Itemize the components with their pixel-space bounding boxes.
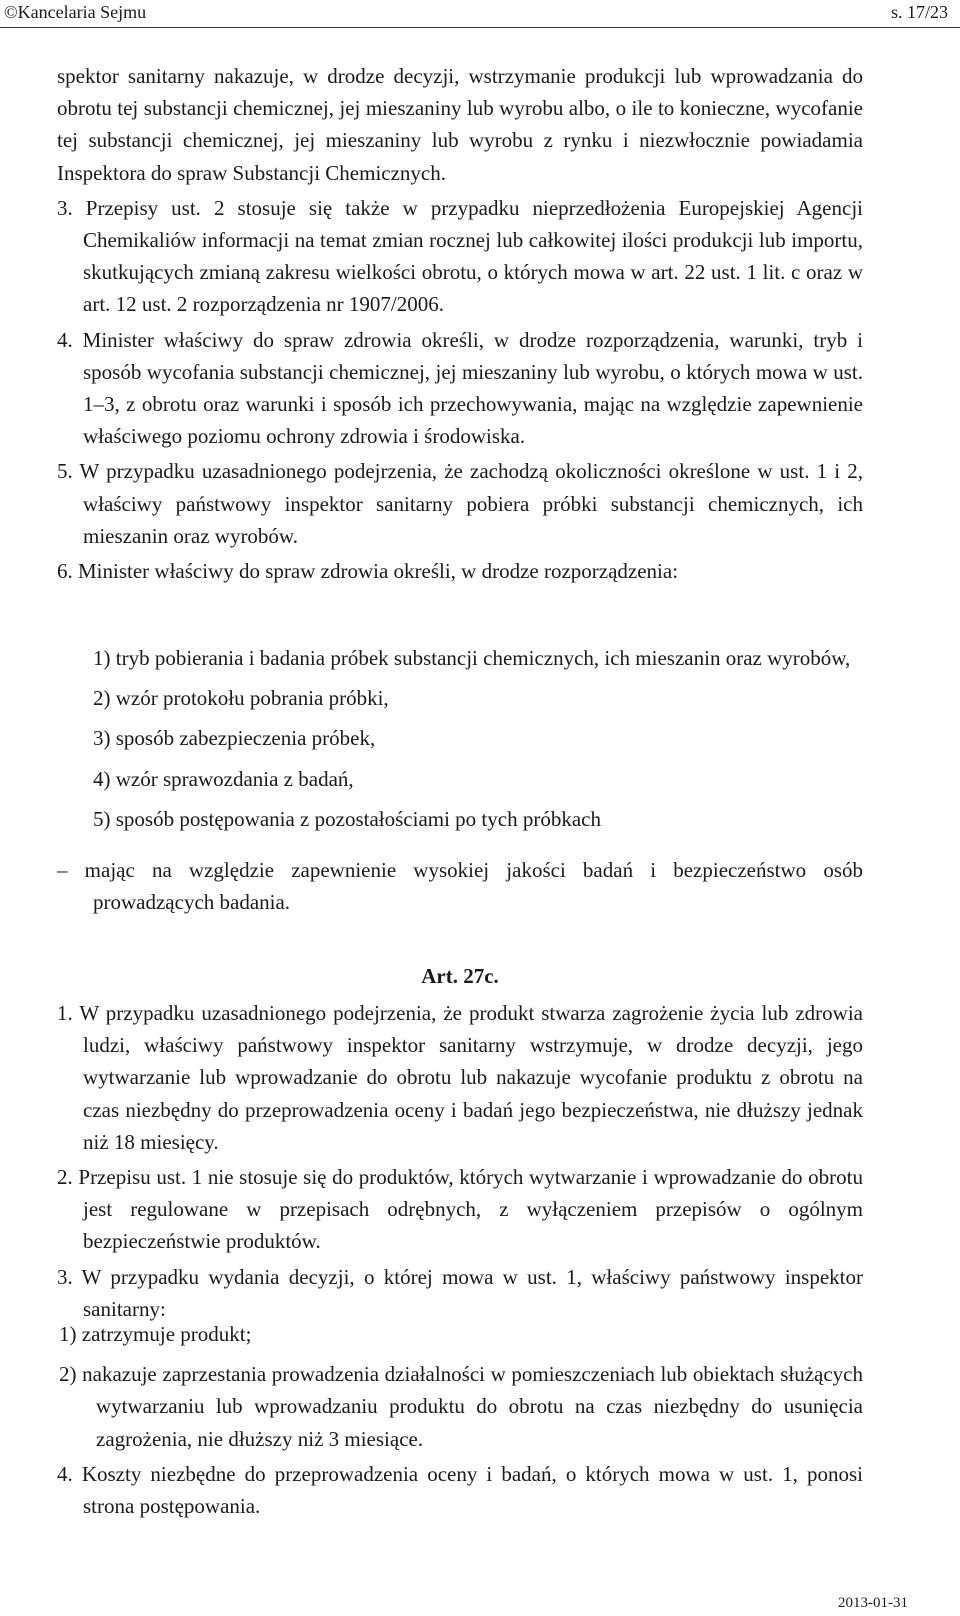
- header-copyright: ©Kancelaria Sejmu: [4, 2, 147, 22]
- footer-date: 2013-01-31: [838, 1595, 908, 1611]
- list-item: 2) wzór protokołu pobrania próbki,: [93, 686, 389, 711]
- list-item: 1) tryb pobierania i badania próbek substancji chemicznych, ich mieszanin oraz wyrobów,: [93, 646, 851, 670]
- header-divider: [0, 27, 960, 28]
- paragraph-continuation: spektor sanitarny nakazuje, w drodze decyzji, wstrzymanie produkcji lub wprowadzania do obrotu tej substancji chemicznej, jej mieszaniny lub wyrobu albo, o ile to konieczne, wycofanie tej substancji chemicznej, jej mieszaniny lub wyrobu z rynku i niezwłocznie powiadamia Inspektora do spraw Substancji Chemicznych.: [57, 64, 863, 185]
- paragraph-6-list: [93, 642, 863, 843]
- article-27c: [57, 960, 863, 992]
- list-item: 3) sposób zabezpieczenia próbek,: [93, 726, 376, 751]
- list-item: 4) wzór sprawozdania z badań,: [93, 766, 354, 791]
- paragraph-6-closing: [57, 854, 863, 918]
- paragraph-4: 4. Minister właściwy do spraw zdrowia określi, w drodze rozporządzenia, warunki, tryb i sposób wycofania substancji chemicznej, jej mieszaniny lub wyrobu, o których mowa w ust. 1–3, z obrotu oraz warunki i sposób ich przechowywania, mając na względzie zapewnienie właściwego poziomu ochrony zdrowia i środowiska.: [57, 327, 863, 449]
- article-paragraph-2: 2. Przepisu ust. 1 nie stosuje się do produktów, których wytwarzanie i wprowadzanie do obrotu jest regulowane w przepisach odrębnych, z wyłączeniem przepisów o ogólnym bezpieczeństwie produktów.: [57, 1165, 863, 1254]
- article-27c-end: [57, 1458, 863, 1525]
- article-paragraph-3-list: [59, 1318, 863, 1463]
- article-paragraph-3: 3. W przypadku wydania decyzji, o której mowa w ust. 1, właściwy państwowy inspektor sanitarny:: [57, 1264, 863, 1321]
- list-item: 5) sposób postępowania z pozostałościami po tych próbkach: [93, 806, 601, 831]
- section-continuation: [57, 60, 863, 590]
- article-paragraph-1: 1. W przypadku uzasadnionego podejrzenia, że produkt stwarza zagrożenie życia lub zdrowia ludzi, właściwy państwowy inspektor sanitarny wstrzymuje, w drodze decyzji, jego wytwarzanie lub wprowadzanie do obrotu lub nakazuje wycofanie produktu z obrotu na czas niezbędny do przeprowadzenia oceny i badań jego bezpieczeństwa, nie dłuższy jednak niż 18 miesięcy.: [57, 1001, 863, 1154]
- paragraph-3: 3. Przepisy ust. 2 stosuje się także w przypadku nieprzedłożenia Europejskiej Agencji Chemikaliów informacji na temat zmian rocznej lub całkowitej ilości produkcji lub importu, skutkujących zmianą zakresu wielkości obrotu, o których mowa w art. 22 ust. 1 lit. c oraz w art. 12 ust. 2 rozporządzenia nr 1907/2006.: [57, 195, 863, 317]
- paragraph-5: 5. W przypadku uzasadnionego podejrzenia, że zachodzą okoliczności określone w ust. 1 i 2, właściwy państwowy inspektor sanitarny pobiera próbki substancji chemicznych, ich mieszanin oraz wyrobów.: [57, 459, 863, 548]
- article-title: Art. 27c.: [421, 964, 499, 988]
- header-page-number: s. 17/23: [890, 2, 948, 22]
- dash-closing: – mając na względzie zapewnienie wysokiej jakości badań i bezpieczeństwo osób prowadzących badania.: [57, 858, 863, 915]
- list-item: 2) nakazuje zaprzestania prowadzenia działalności w pomieszczeniach lub obiektach służących wytwarzaniu lub wprowadzaniu produktu do obrotu na czas niezbędny do usunięcia zagrożenia, nie dłuższy niż 3 miesiące.: [59, 1362, 863, 1451]
- article-paragraph-4: 4. Koszty niezbędne do przeprowadzenia oceny i badań, o których mowa w ust. 1, ponosi strona postępowania.: [57, 1462, 863, 1519]
- article-27c-body: [57, 997, 863, 1328]
- list-item: 1) zatrzymuje produkt;: [59, 1322, 252, 1346]
- paragraph-6: 6. Minister właściwy do spraw zdrowia określi, w drodze rozporządzenia:: [57, 559, 679, 584]
